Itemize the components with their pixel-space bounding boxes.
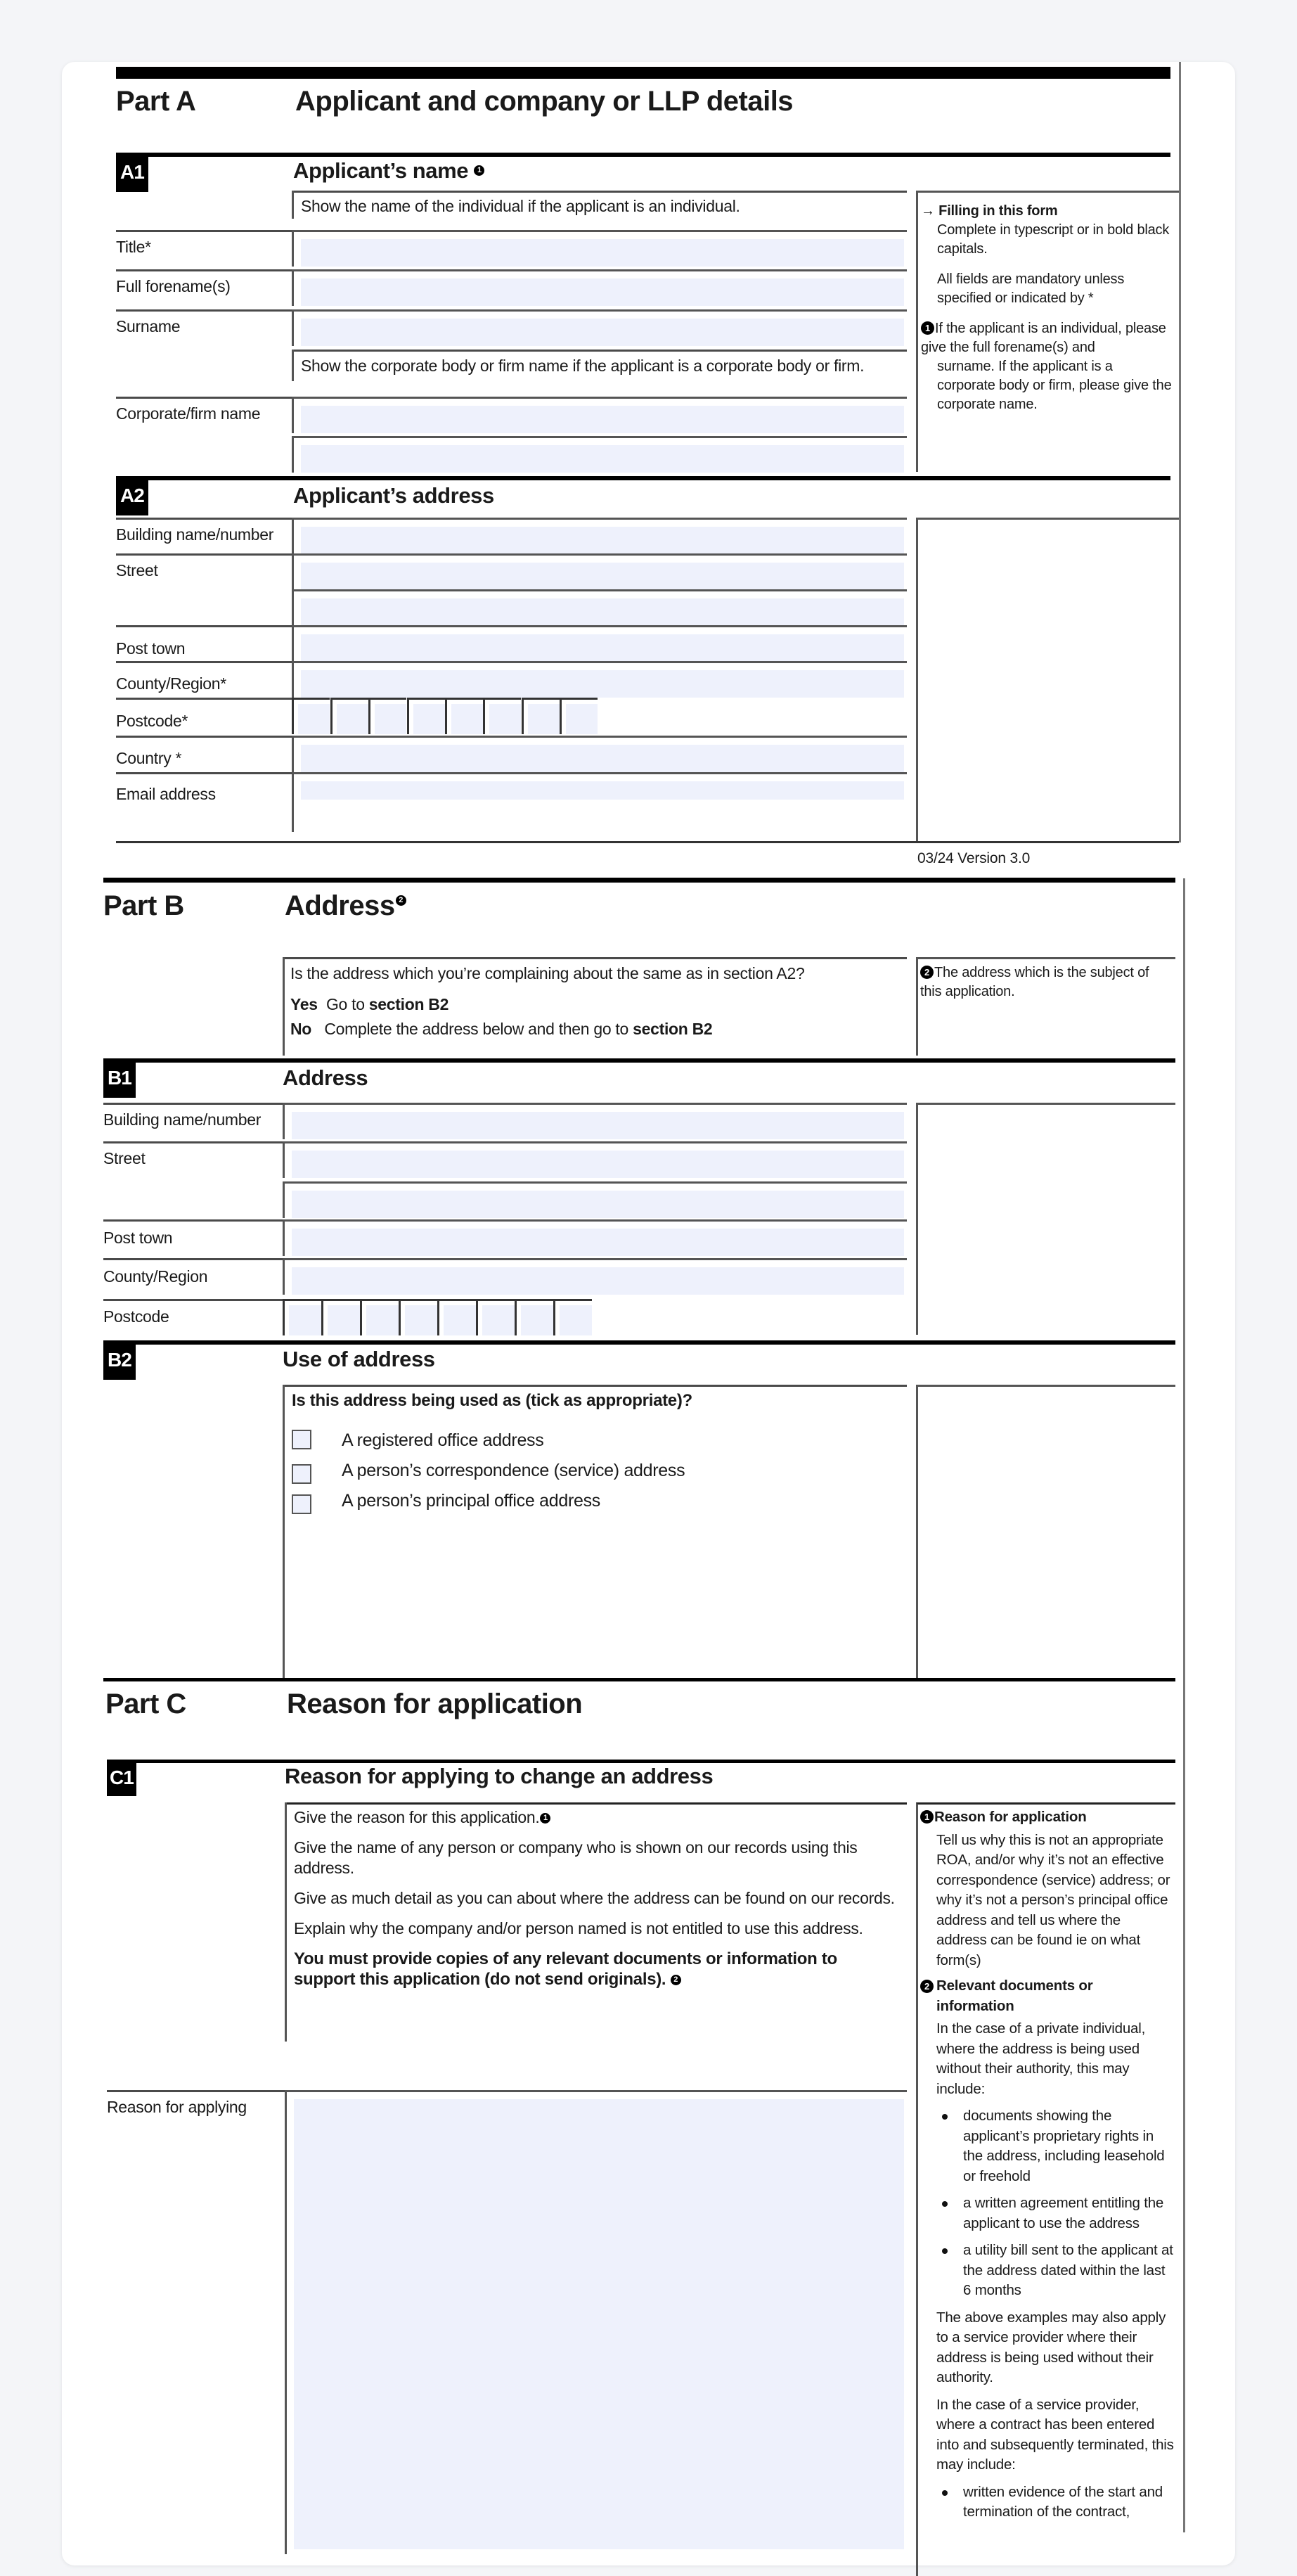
- yes-section-link: section B2: [368, 995, 449, 1013]
- b1-postcode-char-2[interactable]: [328, 1305, 360, 1335]
- surname-input[interactable]: [301, 319, 904, 346]
- filling-line2: All fields are mandatory unless specified or indicated by *: [937, 271, 1125, 306]
- bullet-item: written evidence of the start and termination of the contract,: [963, 2482, 1175, 2523]
- c1-note-2-heading: [920, 1976, 1175, 2016]
- part-c-title: Reason for application: [287, 1689, 583, 1719]
- postcode-box: [553, 1299, 592, 1335]
- yes-text: Go to: [325, 995, 369, 1013]
- a2-country-label: Country *: [116, 749, 182, 767]
- b-no-option: [290, 1020, 712, 1039]
- title-label: Title*: [116, 238, 151, 256]
- arrow-right-icon: →: [921, 203, 935, 219]
- c1-title: Reason for applying to change an address: [285, 1764, 714, 1788]
- a1-hint-corporate: Show the corporate body or firm name if the applicant is a corporate body or firm.: [301, 357, 865, 375]
- a1-corp-hint-left: [292, 350, 294, 381]
- page-right-border-b: [1183, 878, 1185, 2532]
- b1-street-input-2[interactable]: [292, 1191, 904, 1218]
- postcode-box: [330, 698, 368, 734]
- b2-badge: B2: [103, 1343, 136, 1380]
- filling-line1: Complete in typescript or in bold black capitals.: [937, 222, 1170, 257]
- b-sidebar-note-text: The address which is the subject of this application.: [920, 965, 1149, 999]
- part-a-label: Part A: [116, 86, 196, 117]
- note-1-marker-icon: 1: [540, 1813, 550, 1824]
- bullet-item: a utility bill sent to the applicant at the address dated within the last 6 months: [963, 2241, 1175, 2301]
- reason-textarea[interactable]: [294, 2099, 904, 2549]
- a1-title-text: Applicant’s name: [293, 158, 469, 183]
- no-label: No: [290, 1020, 312, 1038]
- c1-instructions: [294, 1807, 898, 1999]
- a1-corp-hint-line: [292, 350, 907, 352]
- note-1-cont: surname. If the applicant is a corporate body or firm, please give the corporate name.: [937, 359, 1172, 412]
- bullet-item: a written agreement entitling the applicant to use the address: [963, 2193, 1175, 2234]
- postcode-box: [515, 1299, 553, 1335]
- b1-building-wrap: [283, 1103, 907, 1139]
- surname-label: Surname: [116, 317, 181, 335]
- c1-instruction-1: [294, 1807, 898, 1828]
- b1-postcode-char-3[interactable]: [366, 1305, 399, 1335]
- part-b-title: [285, 890, 408, 922]
- a2-county-wrap: [292, 661, 907, 698]
- a2-bottom-line: [116, 841, 1179, 843]
- a2-country-input[interactable]: [301, 745, 904, 772]
- yes-label: Yes: [290, 995, 318, 1013]
- a2-sidebar-box: [916, 518, 1179, 842]
- b-question-left: [283, 957, 285, 1056]
- postcode-box: [399, 1299, 437, 1335]
- postcode-box: [522, 698, 560, 734]
- c1-note-2-para2: The above examples may also apply to a service provider where their address is being used without their authority.: [936, 2309, 1166, 2385]
- b2-box-left: [283, 1385, 285, 1680]
- b1-county-label: County/Region: [103, 1267, 208, 1286]
- a1-rule: [116, 153, 1170, 157]
- b2-option-label-1: A registered office address: [342, 1430, 544, 1450]
- a2-postcode-char-2[interactable]: [337, 704, 368, 734]
- b-question: Is the address which you’re complaining about the same as in section A2?: [290, 964, 805, 982]
- b1-postcode-char-4[interactable]: [405, 1305, 437, 1335]
- c1-note-2-intro: In the case of a private individual, where the address is being used without their authority, this may include:: [936, 2020, 1146, 2097]
- a2-email-label: Email address: [116, 785, 216, 803]
- title-field-wrap: [292, 230, 907, 267]
- b1-rule: [103, 1058, 1175, 1063]
- c1-instr-top: [285, 1802, 907, 1805]
- c1-rule: [107, 1760, 1175, 1763]
- postcode-box: [483, 698, 521, 734]
- c1-note-2-heading-text: Relevant documents or information: [936, 1978, 1093, 2014]
- c1-instruction-2: Give the name of any person or company who is shown on our records using this address.: [294, 1838, 858, 1877]
- b1-postcode-char-7[interactable]: [521, 1305, 553, 1335]
- corporate-field-wrap-2: [292, 436, 907, 473]
- reason-field-wrap: [285, 2090, 907, 2554]
- forenames-field-wrap: [292, 269, 907, 306]
- b1-postcode-label: Postcode: [103, 1307, 169, 1326]
- page-right-border-a: [1179, 62, 1181, 842]
- a2-badge: A2: [116, 479, 148, 515]
- postcode-box: [445, 698, 483, 734]
- c1-note-2-para3: In the case of a service provider, where a contract has been entered into and subsequently terminated, this may include:: [936, 2396, 1174, 2473]
- row-line: [116, 698, 292, 700]
- a1-title: [293, 158, 486, 184]
- part-b-top-rule: [103, 878, 1175, 883]
- a2-building-input[interactable]: [301, 527, 904, 554]
- b-yes-option: [290, 995, 449, 1014]
- postcode-box: [321, 1299, 360, 1335]
- a2-county-input[interactable]: [301, 670, 904, 698]
- b2-option-checkbox-3[interactable]: [292, 1494, 311, 1514]
- b1-title: Address: [283, 1065, 368, 1090]
- c1-note-2-bullets2: [936, 2482, 1175, 2523]
- a2-postcode-char-6[interactable]: [489, 704, 521, 734]
- a2-street-wrap-2: [292, 589, 907, 626]
- b1-county-input[interactable]: [292, 1267, 904, 1295]
- c1-badge: C1: [107, 1762, 136, 1796]
- version-label: 03/24 Version 3.0: [917, 850, 1031, 866]
- postcode-box: [360, 1299, 399, 1335]
- c1-bold-instruction: [294, 1949, 898, 1989]
- part-b-title-text: Address: [285, 890, 395, 921]
- no-section-link: section B2: [633, 1020, 713, 1038]
- a1-hint-left-line: [292, 191, 294, 219]
- b1-post-town-wrap: [283, 1219, 907, 1256]
- b2-option-label-3: A person’s principal office address: [342, 1491, 600, 1511]
- a2-email-input[interactable]: [301, 781, 904, 800]
- c1-bold-instruction-text: You must provide copies of any relevant documents or information to support this application (do not send originals).: [294, 1949, 837, 1989]
- a2-county-label: County/Region*: [116, 674, 226, 693]
- c1-instruction-1-text: Give the reason for this application.: [294, 1808, 540, 1826]
- part-a-top-rule: [116, 67, 1170, 79]
- forenames-input[interactable]: [301, 278, 904, 306]
- note-2-marker-icon: 2: [671, 1975, 681, 1985]
- c1-note-1-heading-text: Reason for application: [934, 1809, 1087, 1825]
- a2-street-wrap-1: [292, 553, 907, 590]
- b2-option-checkbox-2[interactable]: [292, 1464, 311, 1484]
- a1-hint-top-line: [292, 191, 907, 193]
- c1-instr-left: [285, 1802, 287, 2042]
- postcode-box: [476, 1299, 515, 1335]
- b2-rule: [103, 1340, 1175, 1345]
- b1-street-wrap-1: [283, 1141, 907, 1178]
- b1-sidebar-box: [916, 1103, 1175, 1335]
- c1-instruction-4: Explain why the company and/or person named is not entitled to use this address.: [294, 1919, 863, 1937]
- b1-street-wrap-2: [283, 1181, 907, 1218]
- a2-post-town-wrap: [292, 625, 907, 662]
- b2-box-top: [283, 1385, 907, 1387]
- postcode-box: [292, 698, 330, 734]
- b-sidebar-note: [920, 963, 1170, 1001]
- note-2-icon: 2: [920, 966, 934, 979]
- note-2-icon: 2: [920, 1980, 934, 1993]
- c1-sidebar: [920, 1807, 1175, 2530]
- a2-postcode-char-3[interactable]: [375, 704, 406, 734]
- c1-note-2-body: [920, 2019, 1175, 2523]
- part-a-title: Applicant and company or LLP details: [295, 86, 794, 117]
- b1-building-label: Building name/number: [103, 1110, 262, 1129]
- b2-question: Is this address being used as (tick as appropriate)?: [292, 1391, 692, 1410]
- a2-street-label: Street: [116, 561, 158, 579]
- a2-postcode-char-1[interactable]: [298, 704, 330, 734]
- note-1-marker-icon: 1: [474, 165, 484, 176]
- b1-postcode-char-1[interactable]: [289, 1305, 321, 1335]
- b2-title: Use of address: [283, 1347, 435, 1371]
- postcode-box: [437, 1299, 476, 1335]
- b1-badge: B1: [103, 1061, 136, 1098]
- b1-county-wrap: [283, 1258, 907, 1295]
- b1-post-town-label: Post town: [103, 1229, 173, 1247]
- a2-building-wrap: [292, 518, 907, 554]
- a2-postcode-char-4[interactable]: [413, 704, 445, 734]
- a2-building-label: Building name/number: [116, 525, 274, 544]
- postcode-box: [283, 1299, 321, 1335]
- bullet-item: documents showing the applicant’s proprietary rights in the address, including leasehold or freehold: [963, 2106, 1175, 2186]
- part-c-label: Part C: [105, 1689, 186, 1719]
- a2-postcode-label: Postcode*: [116, 712, 188, 730]
- a2-rule: [116, 476, 1170, 480]
- surname-field-wrap: [292, 309, 907, 346]
- a2-title: Applicant’s address: [293, 483, 494, 508]
- a2-street-input-1[interactable]: [301, 563, 904, 590]
- note-1-icon: 1: [921, 321, 934, 335]
- title-input[interactable]: [301, 239, 904, 267]
- note-2-marker-icon: 2: [396, 895, 406, 906]
- note-1-text: If the applicant is an individual, please give the full forename(s) and: [921, 321, 1166, 355]
- note-1-icon: 1: [920, 1810, 934, 1824]
- a2-country-wrap: [292, 736, 907, 772]
- b2-option-label-2: A person’s correspondence (service) address: [342, 1461, 685, 1480]
- a2-email-wrap: [292, 772, 907, 832]
- a2-postcode-char-7[interactable]: [528, 704, 560, 734]
- postcode-box: [368, 698, 406, 734]
- c1-note-1-text: Tell us why this is not an appropriate ROA, and/or why it’s not an effective correspondence (service) address; or why it’s not a person’s principal office address and tell us where the address can be found ie on what form(s): [936, 1831, 1170, 1968]
- row-line: [103, 1299, 283, 1301]
- corporate-name-input-2[interactable]: [301, 445, 904, 473]
- b2-option-checkbox-1[interactable]: [292, 1430, 311, 1449]
- a2-post-town-label: Post town: [116, 639, 186, 658]
- b1-postcode-char-8[interactable]: [560, 1305, 592, 1335]
- b2-sidebar-box: [916, 1385, 1175, 1680]
- b1-street-input-1[interactable]: [292, 1151, 904, 1178]
- b1-post-town-input[interactable]: [292, 1229, 904, 1256]
- a1-hint-individual: Show the name of the individual if the applicant is an individual.: [301, 197, 740, 215]
- b1-postcode-char-5[interactable]: [444, 1305, 476, 1335]
- c1-note-2-bullets: [936, 2106, 1175, 2301]
- part-b-label: Part B: [103, 890, 184, 921]
- corporate-name-input-1[interactable]: [301, 406, 904, 433]
- forenames-label: Full forename(s): [116, 277, 231, 295]
- postcode-box: [560, 698, 598, 734]
- a1-sidebar: [921, 202, 1174, 414]
- b1-postcode-char-6[interactable]: [482, 1305, 515, 1335]
- no-text: Complete the address below and then go to: [324, 1020, 633, 1038]
- postcode-box: [407, 698, 445, 734]
- c1-instruction-3: Give as much detail as you can about where the address can be found on our records.: [294, 1889, 895, 1907]
- filling-heading: [921, 202, 1174, 221]
- a2-postcode-char-8[interactable]: [566, 704, 598, 734]
- reason-label: Reason for applying: [107, 2098, 247, 2116]
- b1-building-input[interactable]: [292, 1112, 904, 1139]
- filling-heading-text: Filling in this form: [938, 203, 1058, 219]
- a1-badge: A1: [116, 155, 148, 192]
- corporate-label: Corporate/firm name: [116, 404, 261, 423]
- a2-street-input-2[interactable]: [301, 598, 904, 626]
- part-c-top-rule: [103, 1678, 1175, 1681]
- b1-street-label: Street: [103, 1149, 146, 1167]
- c1-note-1-heading: [920, 1807, 1175, 1828]
- a2-post-town-input[interactable]: [301, 634, 904, 662]
- a2-postcode-char-5[interactable]: [451, 704, 483, 734]
- b-question-top: [283, 957, 907, 959]
- corporate-field-wrap-1: [292, 397, 907, 433]
- note-1: [921, 319, 1174, 357]
